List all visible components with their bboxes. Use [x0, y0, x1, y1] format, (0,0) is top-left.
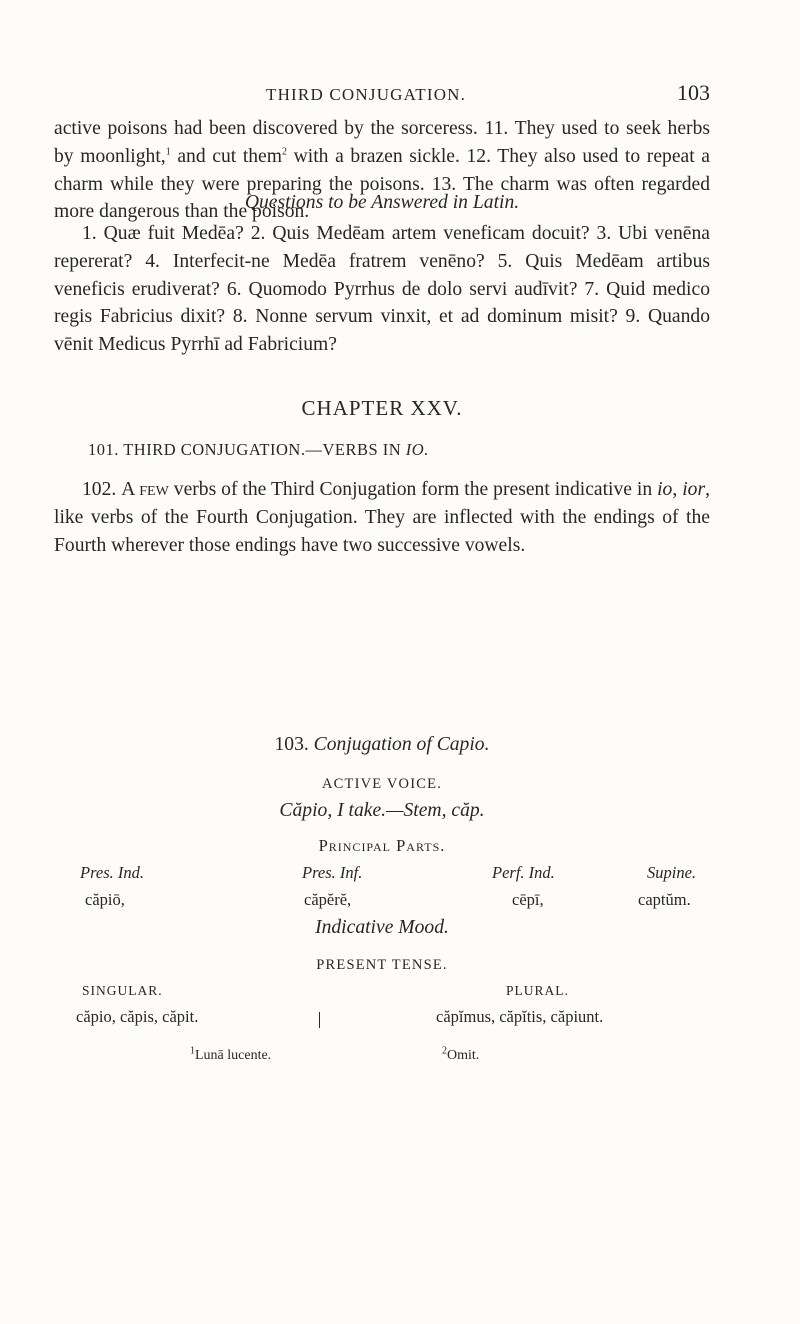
footnote-1 [190, 1045, 272, 1064]
singular-label: SINGULAR. [82, 983, 163, 998]
singular-forms: căpio, căpis, căpit. [76, 1007, 199, 1026]
footnote-1-mark: 1 [190, 1045, 195, 1057]
footnote-2 [442, 1045, 480, 1064]
paragraph-text-part-2: and cut them [170, 145, 282, 167]
paragraph-text-part-1: active poisons had been discovered by the sorceress. 11. They used to seek herbs by moonlight, [54, 118, 710, 167]
principal-parts-heading: Principal Parts. [318, 836, 446, 855]
plural-forms: căpĭmus, căpĭtis, căpiunt. [436, 1007, 604, 1026]
ending-ior: ior [682, 479, 706, 500]
capio-stem-line: Căpio, I take.—Stem, căp. [279, 800, 485, 821]
conjugation-title: Conjugation of Capio. [313, 734, 490, 755]
page-number: 103 [677, 80, 710, 105]
page-header [88, 80, 710, 106]
section-101-text: 101. THIRD CONJUGATION.—VERBS IN [88, 440, 406, 459]
section-102-comma: , [672, 479, 683, 500]
section-102 [54, 476, 710, 559]
section-101-italic: IO. [405, 440, 429, 459]
conjugation-heading [54, 734, 710, 756]
section-102-text-2: , like verbs of the Fourth Conjugation. They are inflected with the endings of the Fourth wherever those endings have two successive vowels. [54, 479, 710, 556]
section-102-text-1: verbs of the Third Conjugation form the present indicative in [168, 479, 658, 500]
questions-paragraph: 1. Quæ fuit Medēa? 2. Quis Medēam artem veneficam docuit? 3. Ubi venēna repererat? 4. Interfecit-ne Medēa fratrem venēno? 5. Quis Medēam artibus veneficis erudiverat? 6. Quomodo Pyrrhus de dolo servi audīvit? 7. Quid medico regis Fabricius dixit? 8. Nonne servum vinxit, et ad dominum misit? 9. Quando vēnit Medicus Pyrrhī ad Fabricium? [54, 223, 710, 356]
column-divider [319, 1012, 320, 1028]
section-101-heading [88, 440, 429, 460]
value-supine: captŭm. [638, 890, 691, 909]
voice-label: ACTIVE VOICE. [321, 776, 443, 792]
label-perf-ind: Perf. Ind. [492, 863, 555, 882]
paragraph-text-part-3: with a brazen sickle. 12. They also used to repeat a charm while they were preparing the poisons. 13. The charm was often regarded more dangerous than the poison. [54, 145, 710, 223]
label-pres-inf: Pres. Inf. [302, 863, 363, 882]
footnote-mark-1: 1 [165, 146, 171, 158]
footnote-2-text: Omit. [447, 1048, 480, 1063]
value-perf-ind: cēpī, [512, 890, 544, 909]
section-102-a-few: A few [121, 479, 169, 500]
value-pres-inf: căpĕrĕ, [304, 890, 352, 909]
label-supine: Supine. [647, 863, 697, 882]
conjugation-number: 103. [274, 734, 314, 755]
chapter-title: CHAPTER XXV. [301, 396, 463, 420]
section-102-number: 102. [82, 479, 117, 500]
footnote-2-mark: 2 [442, 1045, 447, 1057]
footnote-mark-2: 2 [282, 146, 287, 158]
questions-text [54, 220, 710, 359]
questions-heading: Questions to be Answered in Latin. [244, 192, 520, 213]
tense-heading: PRESENT TENSE. [316, 957, 448, 973]
value-pres-ind: căpiō, [85, 890, 125, 909]
ending-io: io [657, 479, 673, 500]
running-head: THIRD CONJUGATION. [266, 85, 467, 104]
mood-heading: Indicative Mood. [315, 917, 449, 938]
label-pres-ind: Pres. Ind. [80, 863, 145, 882]
footnote-1-text: Lunā lucente. [195, 1048, 272, 1063]
plural-label: PLURAL. [506, 983, 569, 998]
